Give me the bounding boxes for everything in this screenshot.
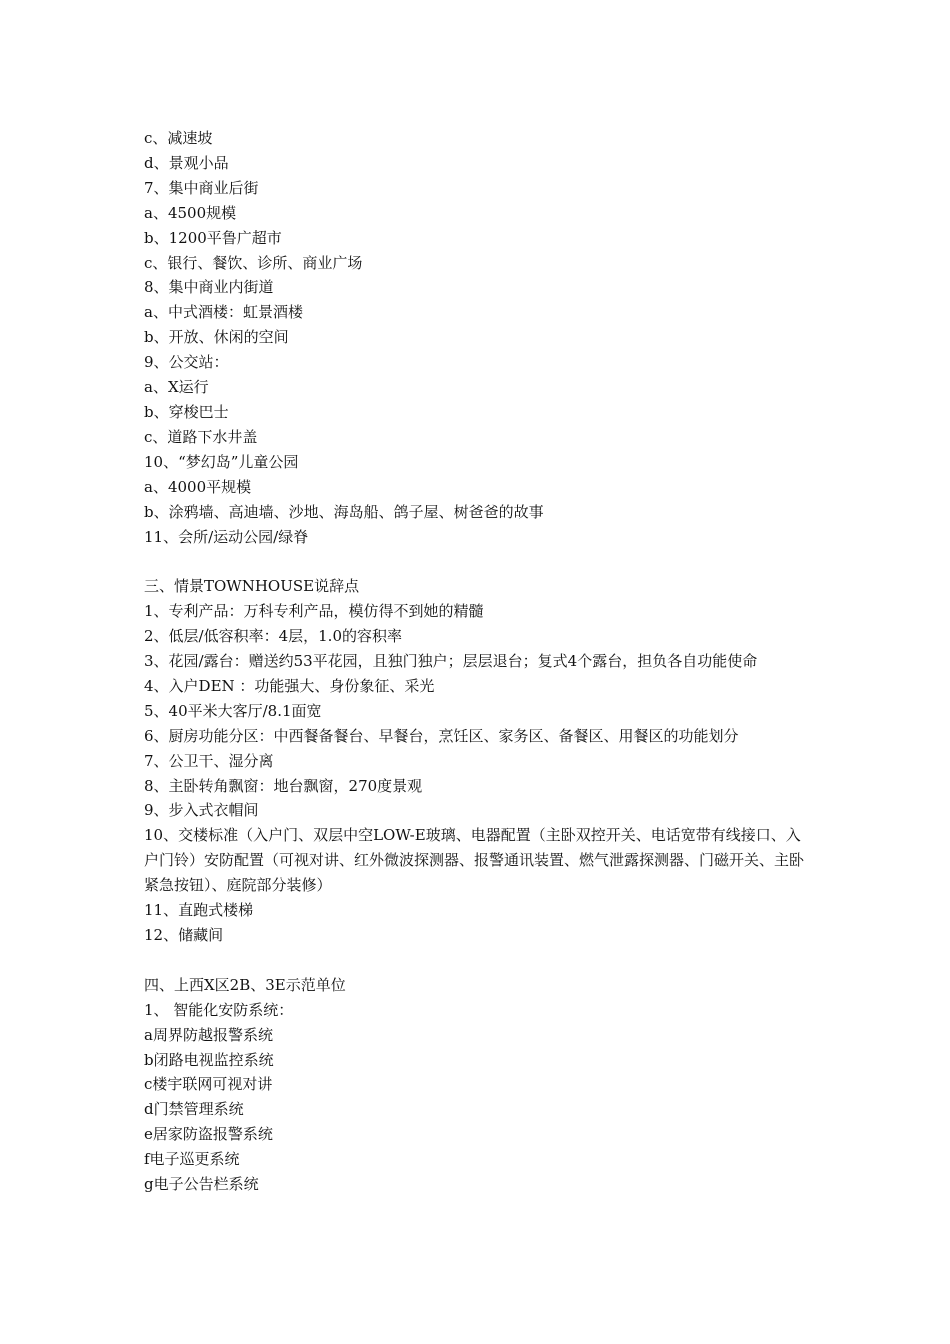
list-item: 4、入户DEN ：功能强大、身份象征、采光 xyxy=(144,676,435,695)
list-item: a、中式酒楼：虹景酒楼 xyxy=(144,303,303,322)
section-heading: 四、上西X区2B、3E示范单位 xyxy=(144,975,346,994)
list-item: b、涂鸦墙、高迪墙、沙地、海岛船、鸽子屋、树爸爸的故事 xyxy=(144,502,544,521)
list-item: e居家防盗报警系统 xyxy=(144,1125,273,1144)
list-item: c、道路下水井盖 xyxy=(144,427,258,446)
list-item: g电子公告栏系统 xyxy=(144,1175,259,1194)
list-item: 5、40平米大客厅/8.1面宽 xyxy=(144,701,322,720)
list-item: d、景观小品 xyxy=(144,153,229,172)
list-item: b、穿梭巴士 xyxy=(144,402,229,421)
list-item: a周界防越报警系统 xyxy=(144,1025,273,1044)
list-item: 8、集中商业内街道 xyxy=(144,278,274,297)
list-item: 7、公卫干、湿分离 xyxy=(144,751,274,770)
list-item: 2、低层/低容积率：4层，1.0的容积率 xyxy=(144,627,402,646)
list-item: 9、公交站： xyxy=(144,353,229,372)
list-item: a、4000平规模 xyxy=(144,477,252,496)
list-item: 10、“梦幻岛”儿童公园 xyxy=(144,452,299,471)
list-item: d门禁管理系统 xyxy=(144,1100,244,1119)
list-item: 11、会所/运动公园/绿脊 xyxy=(144,527,309,546)
list-item: 11、直跑式楼梯 xyxy=(144,901,254,920)
paragraph-gap xyxy=(144,549,812,574)
list-item: 9、步入式衣帽间 xyxy=(144,801,259,820)
list-item: c、银行、餐饮、诊所、商业广场 xyxy=(144,253,363,272)
list-item: a、X运行 xyxy=(144,378,209,397)
list-item: 12、储藏间 xyxy=(144,925,224,944)
list-item: 3、花园/露台：赠送约53平花园，且独门独户；层层退台；复式4个露台，担负各自功能使命 xyxy=(144,652,758,671)
section-heading: 三、情景TOWNHOUSE说辞点 xyxy=(144,577,360,596)
list-item: f电子巡更系统 xyxy=(144,1150,240,1169)
section-townhouse xyxy=(144,574,812,948)
list-item: c楼宇联网可视对讲 xyxy=(144,1075,273,1094)
list-item: c、减速坡 xyxy=(144,129,213,147)
list-item: a、4500规模 xyxy=(144,203,237,222)
paragraph-gap xyxy=(144,948,812,973)
list-item: b、1200平鲁广超市 xyxy=(144,228,282,247)
list-item: 1、 智能化安防系统： xyxy=(144,1000,294,1019)
list-item: 8、主卧转角飘窗：地台飘窗，270度景观 xyxy=(144,776,423,795)
list-item: b闭路电视监控系统 xyxy=(144,1050,274,1069)
document-body xyxy=(144,126,812,1197)
list-item: b、开放、休闲的空间 xyxy=(144,328,289,347)
section-showflat xyxy=(144,973,812,1197)
list-item: 6、厨房功能分区：中西餐备餐台、早餐台，烹饪区、家务区、备餐区、用餐区的功能划分 xyxy=(144,726,739,745)
list-item: 7、集中商业后街 xyxy=(144,178,259,197)
list-item: 10、交楼标准（入户门、双层中空LOW-E玻璃、电器配置（主卧双控开关、电话宽带有线接口、入户门铃）安防配置（可视对讲、红外微波探测器、报警通讯装置、燃气泄露探测器、门磁开关、主卧紧急按钮）、庭院部分装修） xyxy=(144,826,805,895)
list-item: 1、专利产品：万科专利产品，模仿得不到她的精髓 xyxy=(144,602,484,621)
continued-list xyxy=(144,126,812,549)
